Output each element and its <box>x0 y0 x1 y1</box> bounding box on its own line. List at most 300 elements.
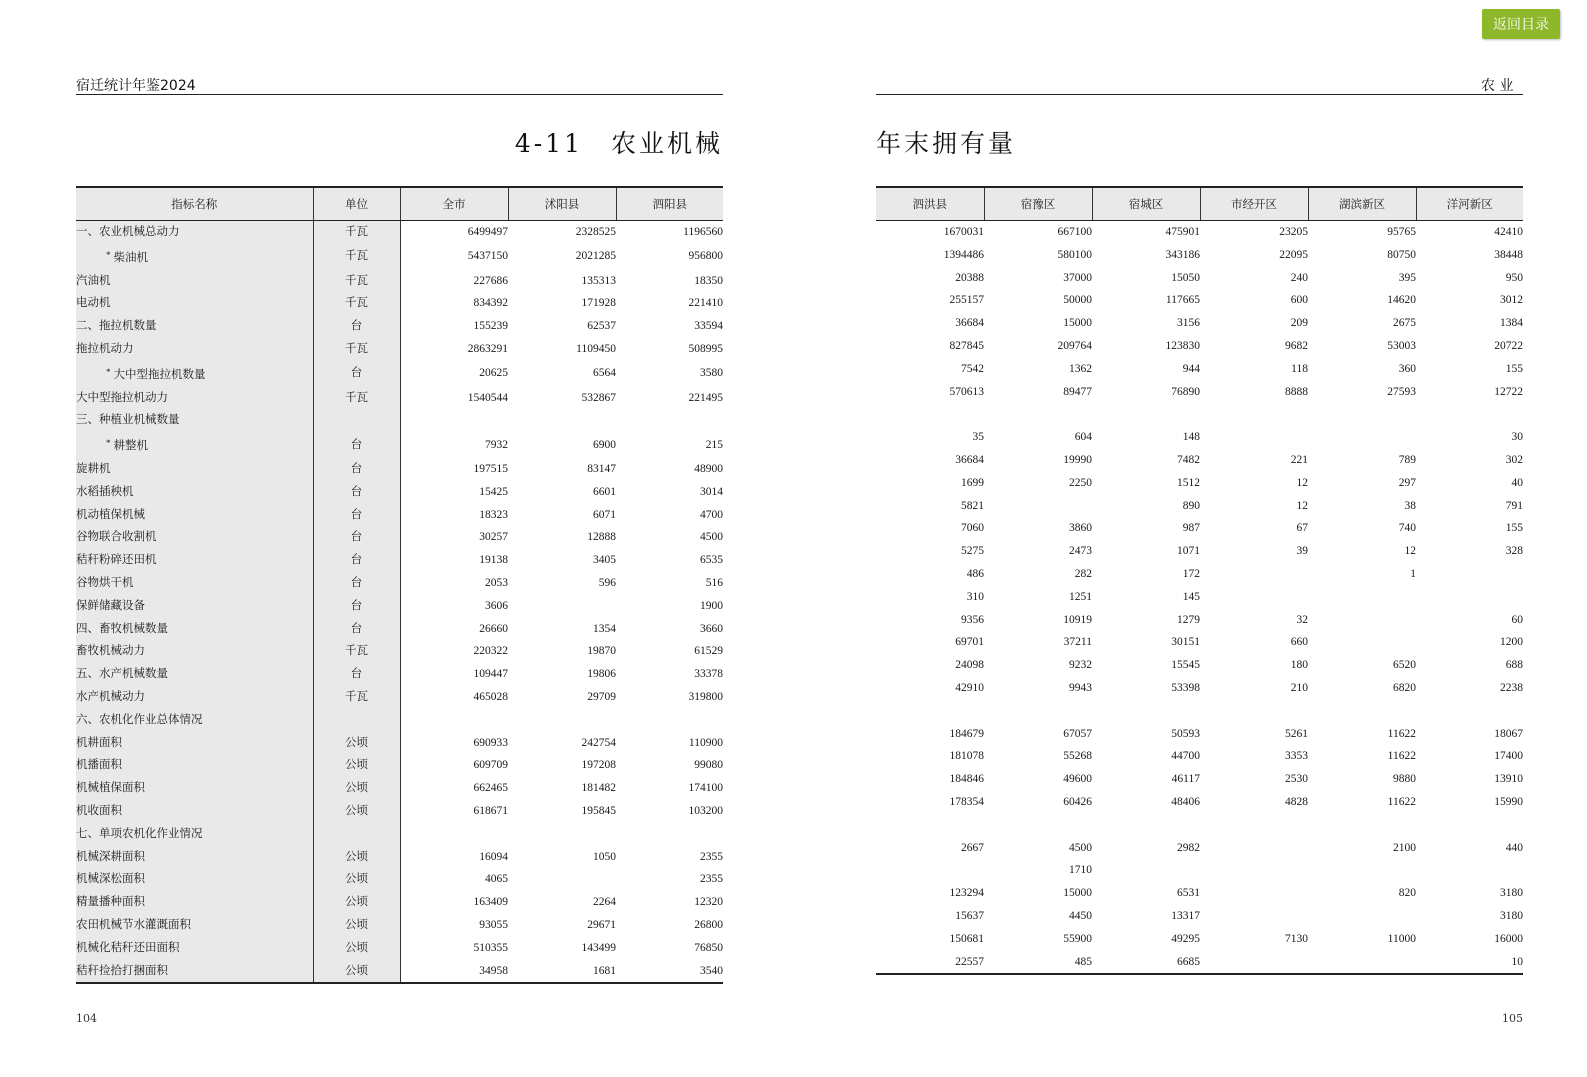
indicator-name <box>76 361 313 387</box>
table-row <box>76 891 723 914</box>
value-cell: 3156 <box>1177 317 1200 330</box>
value-cell: 22557 <box>876 951 984 975</box>
value-cell <box>1200 859 1308 882</box>
value-cell: 516 <box>705 576 723 589</box>
indicator-name <box>76 315 313 338</box>
value-cell: 14620 <box>1387 294 1416 307</box>
value-cell: 44700 <box>1171 750 1200 763</box>
value-cell <box>876 403 984 426</box>
value-cell: 32 <box>1296 613 1308 626</box>
unit-cell: 台 <box>313 361 400 387</box>
value-cell: 55900 <box>1063 932 1092 945</box>
indicator-name <box>76 618 313 641</box>
table-row <box>76 387 723 410</box>
table-left <box>76 186 723 984</box>
indicator-label: 机械深松面积 <box>76 873 145 886</box>
value-cell: 150681 <box>949 932 984 945</box>
unit-cell: 公顷 <box>313 891 400 914</box>
value-cell: 197515 <box>400 458 508 481</box>
value-cell <box>1416 859 1523 882</box>
value-cell: 486 <box>966 567 984 580</box>
indicator-name <box>76 595 313 618</box>
header-rule-left <box>76 94 723 95</box>
table-row <box>76 315 723 338</box>
table-row <box>76 937 723 960</box>
indicator-label: 旋耕机 <box>76 462 111 475</box>
value-cell <box>1200 426 1308 449</box>
value-cell: 221495 <box>688 391 723 404</box>
value-cell <box>1308 951 1416 975</box>
value-cell: 49295 <box>1171 932 1200 945</box>
running-head-right: 农 业 <box>1481 78 1514 94</box>
value-cell: 20625 <box>400 361 508 387</box>
value-cell <box>400 823 508 846</box>
value-cell: 9943 <box>1069 681 1092 694</box>
indicator-name <box>76 754 313 777</box>
value-cell: 7060 <box>961 522 984 535</box>
table-row <box>76 338 723 361</box>
value-cell <box>1416 700 1523 723</box>
value-cell: 4700 <box>700 508 723 521</box>
indicator-label: 秸秆粉碎还田机 <box>76 554 157 567</box>
indicator-name <box>76 640 313 663</box>
table-row <box>876 358 1523 381</box>
value-cell: 197208 <box>581 759 616 772</box>
unit-cell: 公顷 <box>313 800 400 823</box>
value-cell <box>1200 951 1308 975</box>
column-header: 指标名称 <box>76 187 313 221</box>
value-cell: 33378 <box>694 668 723 681</box>
unit-cell: 公顷 <box>313 960 400 984</box>
value-cell: 99080 <box>694 759 723 772</box>
table-row <box>876 267 1523 290</box>
table-row <box>876 882 1523 905</box>
indicator-name <box>76 777 313 800</box>
value-cell: 328 <box>1505 545 1523 558</box>
table-row <box>876 745 1523 768</box>
table-row <box>876 517 1523 540</box>
indicator-label: 机收面积 <box>76 804 122 817</box>
value-cell: 1251 <box>1069 590 1092 603</box>
value-cell: 123830 <box>1165 339 1200 352</box>
value-cell: 145 <box>1182 590 1200 603</box>
indicator-label: 汽油机 <box>76 274 111 287</box>
value-cell <box>1416 586 1523 609</box>
table-row <box>876 837 1523 860</box>
value-cell: 19990 <box>1063 453 1092 466</box>
value-cell: 12 <box>1296 476 1308 489</box>
column-header: 单位 <box>313 187 400 221</box>
indicator-name <box>76 526 313 549</box>
value-cell <box>876 814 984 837</box>
value-cell: 5261 <box>1285 727 1308 740</box>
indicator-label: 电动机 <box>76 297 111 310</box>
value-cell: 16000 <box>1494 932 1523 945</box>
column-header: 洋河新区 <box>1416 187 1523 221</box>
value-cell: 93055 <box>400 914 508 937</box>
table-row <box>76 618 723 641</box>
table-row <box>76 292 723 315</box>
value-cell: 12320 <box>694 896 723 909</box>
indicator-name <box>76 823 313 846</box>
table-row <box>76 221 723 244</box>
value-cell: 23205 <box>1279 226 1308 238</box>
value-cell <box>984 495 1092 518</box>
unit-cell: 公顷 <box>313 868 400 891</box>
value-cell <box>1416 403 1523 426</box>
value-cell: 118 <box>1291 362 1308 375</box>
value-cell: 2021285 <box>575 250 616 263</box>
unit-cell: 千瓦 <box>313 292 400 315</box>
value-cell: 580100 <box>1057 248 1092 261</box>
column-header: 泗洪县 <box>876 187 984 221</box>
value-cell: 297 <box>1398 476 1416 489</box>
table-row <box>76 270 723 293</box>
column-header: 沭阳县 <box>508 187 616 221</box>
value-cell: 36684 <box>955 317 984 330</box>
value-cell: 12 <box>1296 499 1308 512</box>
value-cell: 181482 <box>581 782 616 795</box>
value-cell: 3606 <box>400 595 508 618</box>
value-cell: 60426 <box>1063 795 1092 808</box>
unit-cell: 千瓦 <box>313 244 400 270</box>
value-cell: 1512 <box>1177 476 1200 489</box>
value-cell: 109447 <box>400 663 508 686</box>
value-cell <box>1308 859 1416 882</box>
value-cell: 39 <box>1296 545 1308 558</box>
unit-cell: 公顷 <box>313 754 400 777</box>
value-cell: 20722 <box>1494 339 1523 352</box>
table-row <box>876 586 1523 609</box>
unit-cell: 公顷 <box>313 732 400 755</box>
indicator-name <box>76 270 313 293</box>
value-cell: 9232 <box>1069 659 1092 672</box>
value-cell: 18350 <box>694 274 723 287</box>
indicator-name <box>76 891 313 914</box>
value-cell: 80750 <box>1387 248 1416 261</box>
indicator-label: 谷物烘干机 <box>76 576 134 589</box>
value-cell <box>1092 859 1200 882</box>
indicator-name <box>76 572 313 595</box>
column-header: 湖滨新区 <box>1308 187 1416 221</box>
value-cell: 1900 <box>700 599 723 612</box>
value-cell: 13317 <box>1171 909 1200 922</box>
indicator-name <box>76 432 313 458</box>
value-cell <box>400 709 508 732</box>
table-row <box>876 312 1523 335</box>
indicator-label: 机播面积 <box>76 759 122 772</box>
value-cell <box>1308 586 1416 609</box>
table-row <box>76 595 723 618</box>
value-cell: 508995 <box>688 342 723 355</box>
indicator-name <box>76 686 313 709</box>
value-cell: 1109450 <box>576 342 616 355</box>
value-cell <box>1200 586 1308 609</box>
unit-cell: 千瓦 <box>313 221 400 244</box>
value-cell <box>508 595 616 618</box>
table-row <box>76 549 723 572</box>
value-cell: 11622 <box>1387 750 1416 763</box>
value-cell: 12 <box>1404 545 1416 558</box>
unit-cell: 台 <box>313 315 400 338</box>
value-cell: 950 <box>1505 271 1523 284</box>
value-cell: 688 <box>1505 659 1523 672</box>
value-cell: 49600 <box>1063 773 1092 786</box>
value-cell: 1699 <box>961 476 984 489</box>
value-cell: 6564 <box>593 367 616 380</box>
value-cell: 791 <box>1505 499 1523 512</box>
value-cell: 95765 <box>1387 226 1416 238</box>
footnote-marker: * <box>106 249 111 260</box>
value-cell <box>984 403 1092 426</box>
value-cell: 184679 <box>949 727 984 740</box>
running-head-left: 宿迁统计年鉴2024 <box>76 78 196 94</box>
table-right <box>876 186 1523 975</box>
back-to-contents-button[interactable]: 返回目录 <box>1482 9 1560 39</box>
value-cell: 319800 <box>688 690 723 703</box>
value-cell: 944 <box>1182 362 1200 375</box>
value-cell: 9880 <box>1393 773 1416 786</box>
value-cell <box>1308 905 1416 928</box>
value-cell: 282 <box>1074 567 1092 580</box>
value-cell: 155 <box>1505 522 1523 535</box>
value-cell: 2238 <box>1500 681 1523 694</box>
footnote-marker: * <box>106 438 111 449</box>
value-cell: 171928 <box>581 297 616 310</box>
value-cell: 3860 <box>1069 522 1092 535</box>
indicator-name <box>76 937 313 960</box>
value-cell: 1394486 <box>943 248 984 261</box>
indicator-name <box>76 846 313 869</box>
value-cell: 110900 <box>688 736 723 749</box>
value-cell <box>876 700 984 723</box>
value-cell: 35 <box>972 431 984 444</box>
value-cell: 8888 <box>1285 385 1308 398</box>
value-cell: 12722 <box>1494 385 1523 398</box>
table-row <box>76 409 723 432</box>
value-cell: 33594 <box>694 320 723 333</box>
value-cell: 343186 <box>1165 248 1200 261</box>
unit-cell: 千瓦 <box>313 640 400 663</box>
table-row <box>876 814 1523 837</box>
value-cell: 4065 <box>400 868 508 891</box>
indicator-label: 秸秆捡拾打捆面积 <box>76 964 168 977</box>
unit-cell: 千瓦 <box>313 338 400 361</box>
value-cell: 76850 <box>694 941 723 954</box>
value-cell: 18323 <box>400 504 508 527</box>
value-cell: 987 <box>1182 522 1200 535</box>
table-row <box>876 631 1523 654</box>
value-cell: 2667 <box>961 841 984 854</box>
value-cell: 30257 <box>400 526 508 549</box>
table-row <box>876 928 1523 951</box>
indicator-label: 机耕面积 <box>76 736 122 749</box>
indicator-name <box>76 458 313 481</box>
value-cell: 4450 <box>1069 909 1092 922</box>
table-row <box>76 800 723 823</box>
value-cell: 42410 <box>1494 226 1523 238</box>
indicator-label: 六、农机化作业总体情况 <box>76 713 203 726</box>
value-cell: 789 <box>1398 453 1416 466</box>
value-cell: 1200 <box>1500 636 1523 649</box>
value-cell: 604 <box>1074 431 1092 444</box>
value-cell: 9356 <box>961 613 984 626</box>
value-cell: 155239 <box>400 315 508 338</box>
value-cell: 19138 <box>400 549 508 572</box>
value-cell: 2264 <box>593 896 616 909</box>
unit-cell: 台 <box>313 549 400 572</box>
table-row <box>876 449 1523 472</box>
unit-cell: 千瓦 <box>313 686 400 709</box>
value-cell <box>1416 563 1523 586</box>
value-cell: 6820 <box>1393 681 1416 694</box>
table-row <box>876 563 1523 586</box>
value-cell: 1 <box>1410 567 1416 580</box>
value-cell: 6499497 <box>400 221 508 244</box>
value-cell: 103200 <box>688 804 723 817</box>
value-cell <box>1308 426 1416 449</box>
value-cell <box>616 709 723 732</box>
value-cell: 7542 <box>961 362 984 375</box>
value-cell: 17400 <box>1494 750 1523 763</box>
value-cell: 2250 <box>1069 476 1092 489</box>
value-cell: 50593 <box>1171 727 1200 740</box>
table-row <box>876 654 1523 677</box>
unit-cell <box>313 709 400 732</box>
value-cell: 42910 <box>955 681 984 694</box>
indicator-label: 一、农业机械总动力 <box>76 226 180 238</box>
value-cell: 29671 <box>587 918 616 931</box>
value-cell: 5437150 <box>400 244 508 270</box>
table-row <box>876 791 1523 814</box>
header-rule-right <box>876 94 1523 95</box>
value-cell: 83147 <box>587 462 616 475</box>
value-cell: 3180 <box>1500 887 1523 900</box>
table-row <box>76 868 723 891</box>
indicator-name <box>76 409 313 432</box>
unit-cell: 台 <box>313 432 400 458</box>
value-cell: 53398 <box>1171 681 1200 694</box>
value-cell: 180 <box>1290 659 1308 672</box>
value-cell: 7130 <box>1285 932 1308 945</box>
value-cell: 485 <box>984 951 1092 975</box>
value-cell: 3014 <box>700 485 723 498</box>
unit-cell: 千瓦 <box>313 270 400 293</box>
value-cell <box>1308 814 1416 837</box>
table-title-left: 4-11 农业机械 <box>514 129 723 158</box>
value-cell: 15425 <box>400 481 508 504</box>
value-cell: 46117 <box>1171 773 1200 786</box>
value-cell: 38 <box>1404 499 1416 512</box>
table-row <box>876 472 1523 495</box>
table-row <box>76 846 723 869</box>
value-cell: 163409 <box>400 891 508 914</box>
value-cell: 956800 <box>688 250 723 263</box>
unit-cell <box>313 409 400 432</box>
value-cell: 6601 <box>593 485 616 498</box>
indicator-name <box>76 709 313 732</box>
value-cell: 1384 <box>1500 317 1523 330</box>
value-cell: 618671 <box>400 800 508 823</box>
value-cell <box>1308 609 1416 632</box>
indicator-name <box>76 732 313 755</box>
value-cell: 1540544 <box>400 387 508 410</box>
value-cell: 60 <box>1511 613 1523 626</box>
value-cell: 600 <box>1290 294 1308 307</box>
value-cell: 3580 <box>700 367 723 380</box>
unit-cell: 台 <box>313 663 400 686</box>
value-cell: 2100 <box>1393 841 1416 854</box>
table-row <box>876 859 1523 882</box>
value-cell: 220322 <box>400 640 508 663</box>
value-cell <box>1200 563 1308 586</box>
unit-cell: 公顷 <box>313 846 400 869</box>
value-cell: 89477 <box>1063 385 1092 398</box>
value-cell: 11622 <box>1387 795 1416 808</box>
value-cell <box>984 700 1092 723</box>
table-row <box>76 361 723 387</box>
unit-cell: 台 <box>313 618 400 641</box>
table-row <box>76 481 723 504</box>
table-row <box>876 905 1523 928</box>
value-cell: 3660 <box>700 622 723 635</box>
value-cell: 5821 <box>961 499 984 512</box>
value-cell: 36684 <box>955 453 984 466</box>
value-cell: 2473 <box>1069 545 1092 558</box>
indicator-label: 柴油机 <box>113 251 148 264</box>
table-row <box>76 960 723 984</box>
value-cell: 155 <box>1505 362 1523 375</box>
value-cell: 24098 <box>955 659 984 672</box>
indicator-label: 机械植保面积 <box>76 782 145 795</box>
footnote-marker: * <box>106 366 111 377</box>
value-cell: 2328525 <box>575 226 616 238</box>
value-cell <box>1092 403 1200 426</box>
unit-cell: 台 <box>313 572 400 595</box>
value-cell: 6071 <box>593 508 616 521</box>
indicator-label: 耕整机 <box>113 440 148 453</box>
indicator-name <box>76 800 313 823</box>
value-cell: 510355 <box>400 937 508 960</box>
indicator-label: 拖拉机动力 <box>76 342 134 355</box>
value-cell: 18067 <box>1494 727 1523 740</box>
value-cell: 6685 <box>1092 951 1200 975</box>
table-row <box>76 504 723 527</box>
value-cell: 255157 <box>949 294 984 307</box>
value-cell: 4828 <box>1285 795 1308 808</box>
value-cell: 209764 <box>1057 339 1092 352</box>
indicator-name <box>76 868 313 891</box>
indicator-label: 大中型拖拉机数量 <box>113 368 206 381</box>
unit-cell: 千瓦 <box>313 387 400 410</box>
value-cell: 15050 <box>1171 271 1200 284</box>
value-cell: 6900 <box>593 438 616 451</box>
value-cell: 7932 <box>400 432 508 458</box>
table-row <box>876 221 1523 244</box>
value-cell: 184846 <box>949 773 984 786</box>
value-cell: 172 <box>1182 567 1200 580</box>
indicator-name <box>76 338 313 361</box>
value-cell: 1710 <box>1069 864 1092 877</box>
value-cell <box>508 709 616 732</box>
value-cell: 6535 <box>700 554 723 567</box>
value-cell: 67057 <box>1063 727 1092 740</box>
unit-cell: 台 <box>313 481 400 504</box>
value-cell: 10 <box>1416 951 1523 975</box>
indicator-label: 水稻插秧机 <box>76 485 134 498</box>
unit-cell: 公顷 <box>313 914 400 937</box>
value-cell: 210 <box>1290 681 1308 694</box>
